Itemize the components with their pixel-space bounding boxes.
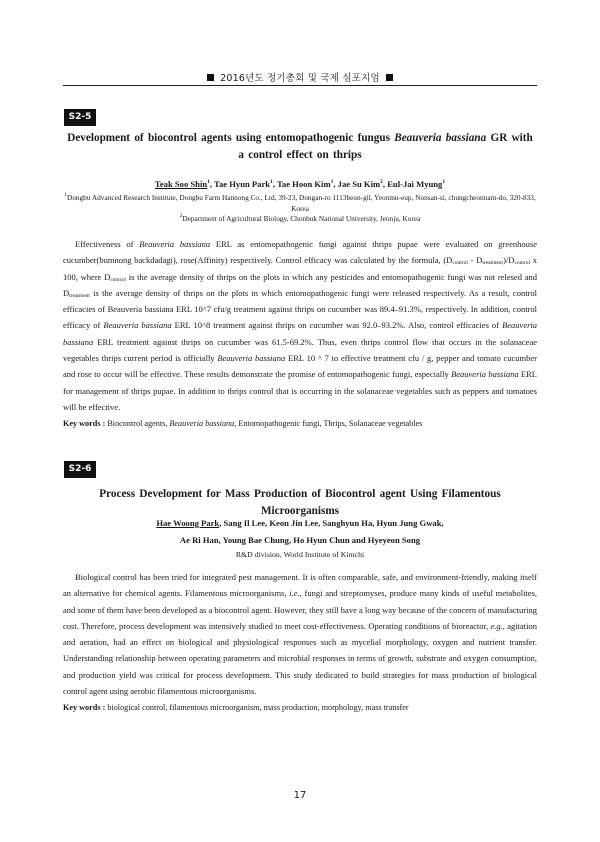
abstract-text: ., agitation and aeration, had an effect on biological and physiological responses such as mycelial morphology, oxygen and nutrient transfer. Understanding relationship between operating parameters and microbial responses in terms of growth, substrate and oxygen consumption, and production yield was critical for process development. This study dedicated to build strategies for mass production of biological control agent using aerobic filamentous microorganisms. [63, 620, 537, 697]
abstract-text: ERL for management of thrips pupae. In addition to thrips control that is occurring in the solanaceae vegetables such as peppers and tomatoes will be effective. [63, 369, 537, 412]
author-name: Teak Soo Shin [154, 179, 208, 189]
author-sup: 2 [380, 179, 383, 185]
abstract [63, 569, 537, 699]
square-bullet-icon [386, 74, 393, 81]
keywords-text: biological control, filamentous microorganism, mass production, morphology, mass transfer [107, 703, 409, 712]
abstract-italic: Beauveria bassiana [217, 353, 286, 364]
abstract-sub: control [110, 276, 126, 283]
title-text: Development of biocontrol agents using entomopathogenic fungus [67, 132, 395, 144]
affiliation [63, 193, 537, 214]
abstract-text: ERL 10 ^ 7 to effective treatment cfu / g, pepper and tomato cucumber and rose to occur will be effective. These results demonstrate the promise of entomopathogenic fungi, especially [63, 353, 537, 380]
keywords-label: Key words : [63, 703, 108, 712]
affil-text: Department of Agricultural Biology, Chonbuk National University, Jeonju, Korea [182, 214, 421, 223]
abstract-text: x 100, where D [63, 255, 537, 282]
abstract-sub: treatment [482, 260, 504, 267]
abstract-text: ERL treatment against thrips on cucumber was 61.5-69.2%. Thus, even thrips control flow that occurs in the solanaceae vegetables thrips current period is officially [63, 336, 537, 364]
abstract-text: Biological control has been tried for integrated pest management. It is often comparable, safe, and environment-friendly, making itself an alternative for chemical agents. Filamentous microorganisms, [63, 572, 537, 599]
abstract-text: is the average density of thrips on the plots in which any pesticides and entomopathogenic fungi was not relesed and D [63, 271, 537, 298]
abstract-italic: e.g [490, 620, 501, 631]
author-name: Hae Woong Park [156, 518, 220, 528]
section-tag: S2-5 [64, 109, 96, 126]
affil-sup: 2 [179, 213, 183, 219]
author-list [63, 515, 537, 549]
abstract-text: ., fungi and streptomyses, produce many kinds of useful metabolites, and some of them have been developed as a biocontrol agent. However, they still have a long way because of the concern of manufacturing cost. Therefore, process development was intensively studied to meet cost-effectiveness. Operating conditions of bioreactor, [63, 588, 537, 631]
author-name: Eul-Jai Myung [387, 179, 443, 189]
header-title: 2016년도 정기총회 및 국제 심포지엄 [220, 73, 380, 84]
abstract-text: is the average density of thrips on the plots in which entomopathogenic fungi were released respectively. As a result, control efficacies of Beauveria bassiana ERL 10^7 cfu/g treatment against thrips on cucumber was 89.4–91.3%, respectively. In addition, control efficacy of [63, 287, 537, 331]
author-sup: 1 [330, 179, 334, 185]
title-text: GR with a control effect on thrips [238, 132, 533, 161]
title-italic: Beauveria bassiana [394, 132, 487, 144]
author-name: Tae Hoon Kim [276, 179, 331, 189]
author-names: Ae Ri Han, Young Bae Chung, Ho Hyun Chun and Hyeyeon Song [179, 535, 421, 545]
page-number: 17 [293, 790, 307, 801]
affil-sup: 1 [64, 192, 67, 198]
abstract-text: Effectiveness of [75, 239, 140, 249]
keywords [63, 702, 537, 714]
abstract-italic: Beauveria bassiana [451, 369, 519, 380]
keywords-italic: Beauveria bassiana [169, 419, 235, 428]
abstract-text: - D [467, 255, 483, 266]
author-list: Teak Soo Shin$^1$, Tae Hyun Park$^1$, Tae Hoon Kim$^1$, Jae Su Kim$^2$, Eul-Jai Myung$^1$ [154, 179, 446, 189]
affil-text: Dongbu Advanced Research Institute, Dongbu Farm Hannong Co., Ltd, 39-23, Dongan-ro 1113beon-gil, Yeonmu-eup, Nonsan-si, chungcheonnam-do, 320-833, Korea [66, 193, 536, 213]
author-name: Jae Su Kim [337, 179, 381, 189]
author-sup: 1 [270, 179, 273, 185]
author-sup: 1 [207, 179, 210, 185]
abstract-sub: control [514, 260, 531, 267]
paper-title [63, 130, 537, 164]
section-tag: S2-6 [64, 461, 96, 478]
author-names: , Sang Il Lee, Keon Jin Lee, Sanghyun Ha, Hyun Jung Gwak, [219, 518, 444, 528]
page-header [0, 70, 600, 84]
abstract [63, 236, 537, 415]
keywords-label: Key words : [63, 419, 108, 428]
abstract-text: )/D [503, 255, 515, 266]
affiliation: R&D division, World Institute of Kimchi [235, 550, 365, 559]
square-bullet-icon [207, 74, 214, 81]
affiliation [63, 214, 537, 225]
author-sup: 1 [442, 179, 446, 185]
keywords-text: , Entomopathogenic fungi, Thrips, Solanaceae vegetables [234, 419, 423, 428]
abstract-text: ERL 10^8 treatment against thrips on cucumber was 92.0–93.2%. Also, control efficacies of [171, 320, 503, 331]
header-rule [63, 85, 537, 86]
abstract-sub: treatment [69, 292, 90, 299]
abstract-italic: Beauveria bassiana [139, 239, 211, 249]
abstract-sub: control [452, 260, 468, 267]
abstract-italic: i.e [289, 588, 298, 599]
keywords-text: Biocontrol agents, [107, 419, 170, 428]
keywords [63, 418, 537, 430]
abstract-text: ERL as entomopathogenic fungi against thrips pupae were evaluated on greenhouse cucumber(bumnong backdadagi), rose(Affinity) respectively. Control efficacy was calculated by the formula, (D [63, 239, 537, 266]
paper-title: Process Development for Mass Production of Biocontrol agent Using Filamentous Microorganisms [99, 488, 501, 517]
author-name: Tae Hyun Park [214, 179, 271, 189]
abstract-italic: Beauveria bassiana [63, 320, 538, 347]
abstract-italic: Beauveria bassiana [103, 320, 172, 331]
